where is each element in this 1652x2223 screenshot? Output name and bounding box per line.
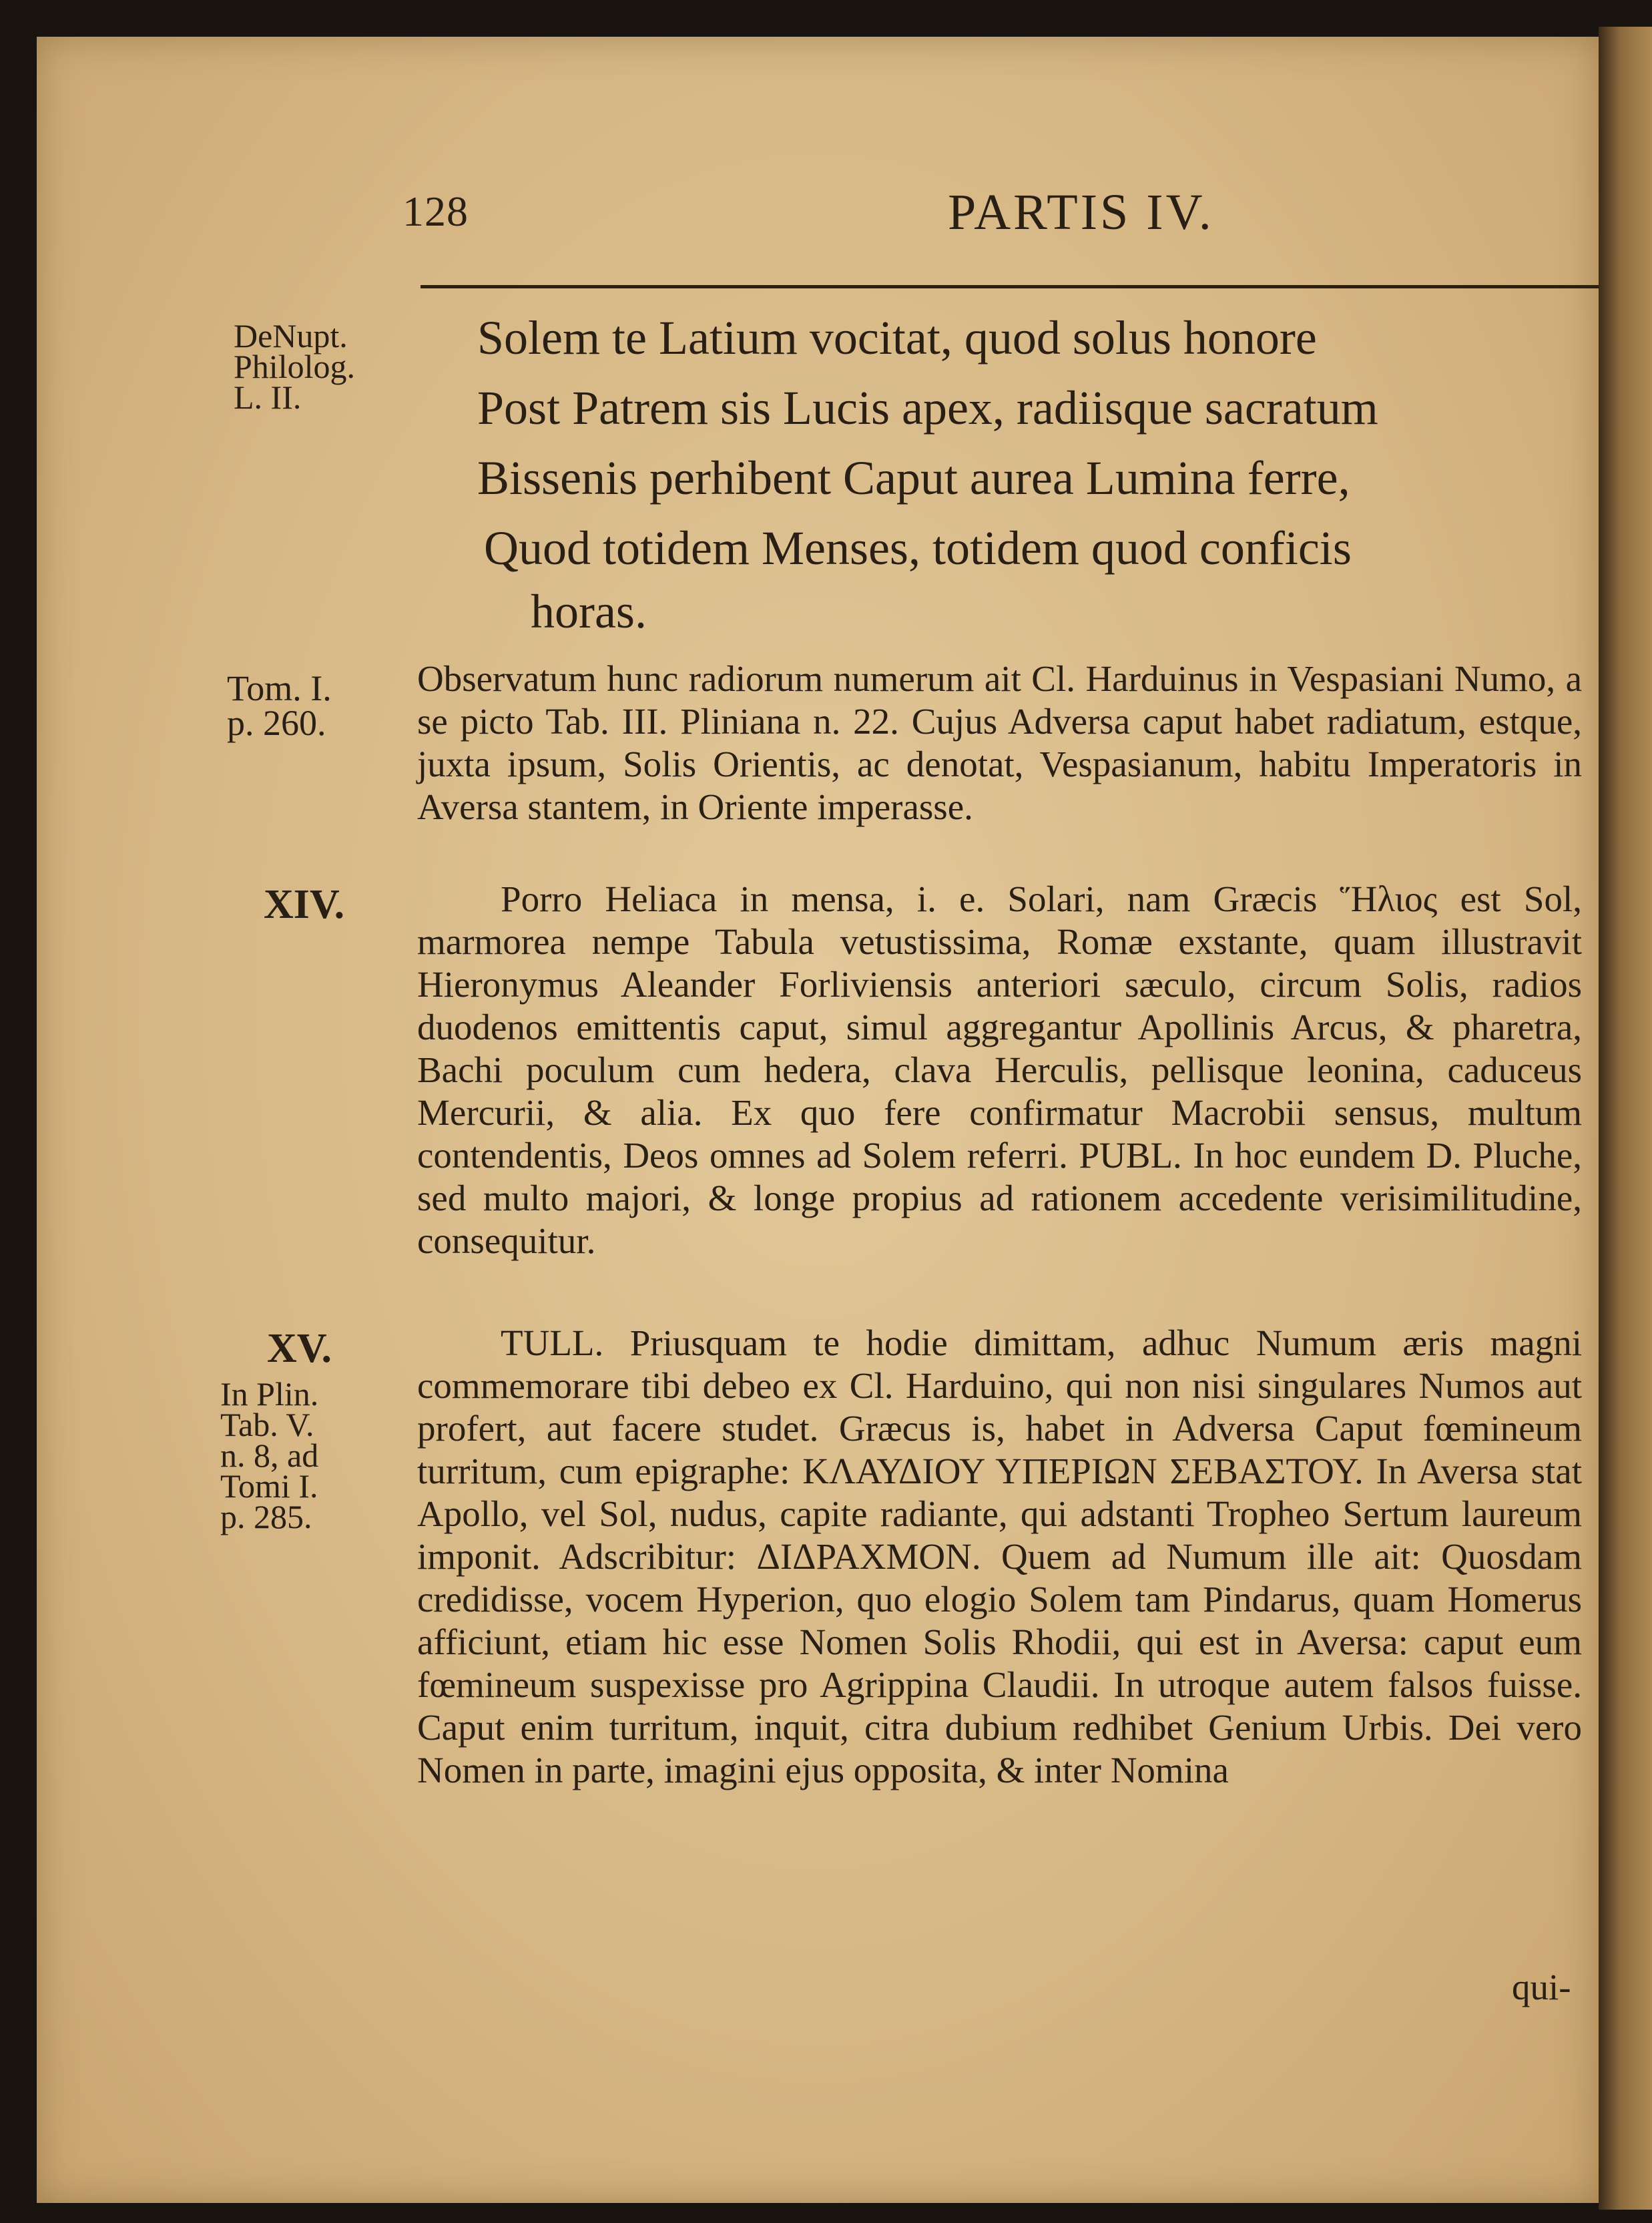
poem-line-1: Solem te Latium vocitat, quod solus honore <box>477 311 1317 364</box>
poem-line-4: Quod totidem Menses, totidem quod conficis <box>484 521 1352 575</box>
page-header <box>37 184 1599 240</box>
paragraph-xiv: Porro Heliaca in mensa, i. e. Solari, nam Græcis Ἥλιος est Sol, marmorea nempe Tabula vetustissima, Romæ exstante, quam illustravit Hieronymus Aleander Forliviensis anteriori sæculo, circum Solis, radios duodenos emittentis caput, simul aggregantur Apollinis Arcus, & pharetra, Bachi poculum cum hedera, clava Herculis, pellisque leonina, caduceus Mercurii, & alia. Ex quo fere confirmatur Macrobii sensus, multum contendentis, Deos omnes ad Solem referri. PUBL. In hoc eundem D. Pluche, sed multo majori, & longe propius ad rationem accedente verisimilitudine, consequitur. <box>417 879 1582 1261</box>
page-number: 128 <box>402 188 469 235</box>
margin-note-de-nuptiis: DeNupt. Philolog. L. II. <box>234 317 355 416</box>
section-number-xiv: XIV. <box>264 882 345 927</box>
poem-line-3: Bissenis perhibent Caput aurea Lumina ferre, <box>477 451 1350 505</box>
paragraph-xv: TULL. Priusquam te hodie dimittam, adhuc Numum æris magni commemorare tibi debeo ex Cl. Harduino, qui non nisi singulares Numos aut profert, aut facere studet. Græcus is, habet in Adversa Caput fœmineum turritum, cum epigraphe: ΚΛΑΥΔΙΟΥ ΥΠΕΡΙΩΝ ΣΕΒΑΣΤΟΥ. In Aversa stat Apollo, vel Sol, nudus, capite radiante, qui adstanti Tropheo Sertum laureum imponit. Adscribitur: ΔΙΔΡΑΧΜΟΝ. Quem ad Numum ille ait: Quosdam credidisse, vocem Hyperion, quo elogio Solem tam Pindarus, quam Homerus afficiunt, etiam hic esse Nomen Solis Rhodii, qui est in Aversa: caput eum fœmineum suspexisse pro Agrippina Claudii. In utroque autem falsos fuisse. Caput enim turritum, inquit, citra dubium redhibet Genium Urbis. Dei vero Nomen in parte, imagini ejus opposita, & inter Nomina <box>417 1322 1582 1790</box>
margin-note-tom-i: Tom. I. p. 260. <box>227 668 332 743</box>
poem-line-2: Post Patrem sis Lucis apex, radiisque sacratum <box>477 381 1378 435</box>
paragraph-intro: Observatum hunc radiorum numerum ait Cl. Harduinus in Vespasiani Numo, a se picto Tab. III. Pliniana n. 22. Cujus Adversa caput habet radiatum, estque, juxta ipsum, Solis Orientis, ac denotat, Vespasianum, habitu Imperatoris in Aversa stantem, in Oriente imperasse. <box>417 658 1582 827</box>
catchword: qui- <box>1512 1967 1571 2007</box>
section-number-xv: XV. <box>267 1326 332 1371</box>
poem-line-5: horas. <box>531 585 647 638</box>
running-head: PARTIS IV. <box>948 184 1214 240</box>
book-page <box>37 37 1599 2203</box>
adjacent-page-edge <box>1599 27 1652 2210</box>
header-rule <box>421 285 1599 292</box>
margin-note-in-plin: In Plin. Tab. V. n. 8, ad Tomi I. p. 285. <box>220 1375 319 1535</box>
